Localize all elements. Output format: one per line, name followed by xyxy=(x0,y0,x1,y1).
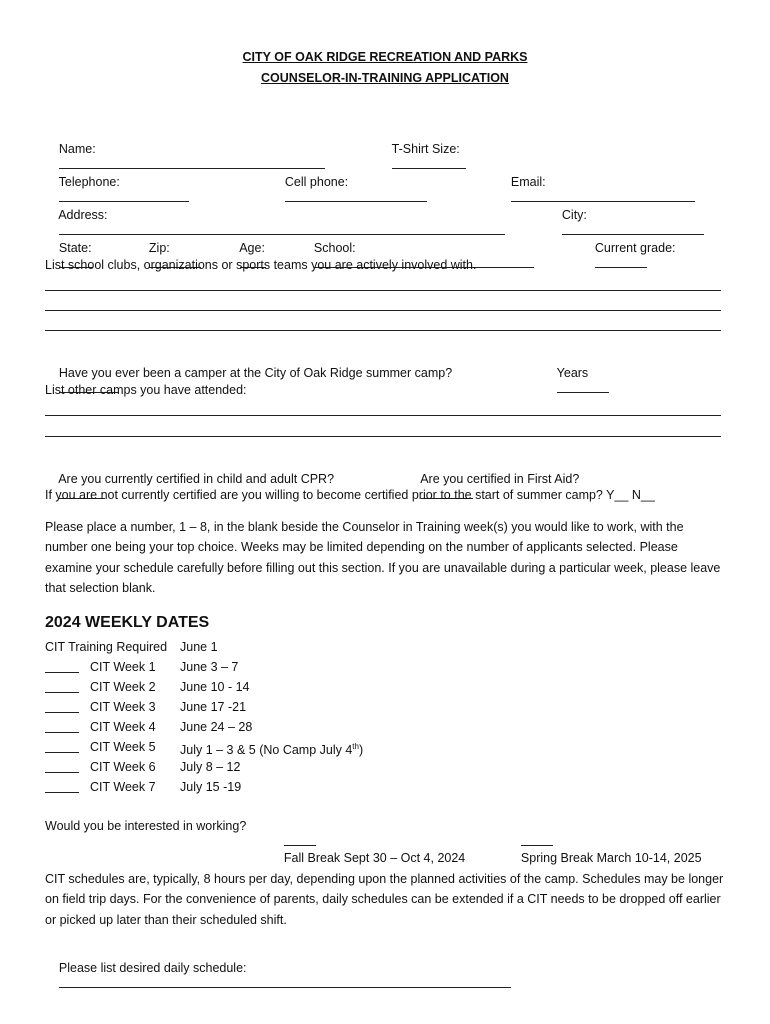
spring-break-label: Spring Break March 10-14, 2025 xyxy=(520,851,702,865)
schedule-note: CIT schedules are, typically, 8 hours per day, depending upon the planned activities of the camp. Schedules may be longer on field trip days. For the convenience of parents, daily schedules can be extended if a CIT needs to be dropped off earlier or picked up later than their scheduled shift. xyxy=(45,872,724,927)
week-6-rank-input[interactable] xyxy=(45,772,79,773)
week-7-label: CIT Week 7 xyxy=(90,780,156,794)
week-1-date: June 3 – 7 xyxy=(180,660,239,674)
week-3-date: June 17 -21 xyxy=(180,700,247,714)
week-2-label: CIT Week 2 xyxy=(90,680,156,694)
zip-label: Zip: xyxy=(148,241,170,255)
week-5-label: CIT Week 5 xyxy=(90,740,156,754)
form-title: COUNSELOR-IN-TRAINING APPLICATION xyxy=(261,71,509,85)
clubs-line-2[interactable] xyxy=(45,310,721,311)
spring-break-input[interactable] xyxy=(521,834,553,846)
week-instructions: Please place a number, 1 – 8, in the blank beside the Counselor in Training week(s) you would like to work, with the number one being your top choice. Weeks may be limited depending on the number of applicants selected. Please examine your schedule carefully before filling out this section. If you are unavailable during a particular week, please leave that selection blank. xyxy=(45,520,721,595)
age-field xyxy=(226,224,266,288)
cell-label: Cell phone: xyxy=(284,175,349,189)
name-label: Name: xyxy=(58,142,96,156)
cpr-question-label: Are you currently certified in child and adult CPR? xyxy=(58,472,335,486)
school-field xyxy=(300,224,534,288)
other-camps-line-2[interactable] xyxy=(45,436,721,437)
camper-question xyxy=(45,349,452,413)
week-5-date-sup: th xyxy=(352,742,359,751)
week-3-label: CIT Week 3 xyxy=(90,700,156,714)
other-camps-line-1[interactable] xyxy=(45,415,721,416)
daily-schedule-field xyxy=(45,944,511,1008)
years-label: Years xyxy=(556,366,589,380)
week-4-date: June 24 – 28 xyxy=(180,720,253,734)
form-title-org: CITY OF OAK RIDGE RECREATION AND PARKS xyxy=(242,50,528,64)
other-camps-prompt: List other camps you have attended: xyxy=(45,383,247,397)
weekly-dates-heading: 2024 WEEKLY DATES xyxy=(45,614,210,631)
week-7-date: July 15 -19 xyxy=(180,780,242,794)
interest-question: Would you be interested in working? xyxy=(45,819,247,833)
tshirt-label: T-Shirt Size: xyxy=(391,142,460,156)
age-label: Age: xyxy=(239,241,265,255)
training-date: June 1 xyxy=(180,640,218,654)
daily-schedule-input[interactable] xyxy=(59,976,511,988)
week-3-rank-input[interactable] xyxy=(45,712,79,713)
week-1-label: CIT Week 1 xyxy=(90,660,156,674)
grade-input[interactable] xyxy=(595,256,647,268)
week-7-rank-input[interactable] xyxy=(45,792,79,793)
city-label: City: xyxy=(561,208,587,222)
email-label: Email: xyxy=(510,175,546,189)
certification-willing-question[interactable]: If you are not currently certified are you willing to become certified prior to the start of summer camp? Y__ N__ xyxy=(45,488,655,502)
week-6-date: July 8 – 12 xyxy=(180,760,241,774)
week-5-rank-input[interactable] xyxy=(45,752,79,753)
fall-break-label: Fall Break Sept 30 – Oct 4, 2024 xyxy=(283,851,466,865)
address-label: Address: xyxy=(58,208,108,222)
first-aid-question-label: Are you certified in First Aid? xyxy=(420,472,580,486)
clubs-line-3[interactable] xyxy=(45,330,721,331)
state-field xyxy=(45,224,93,288)
clubs-prompt: List school clubs, organizations or sports teams you are actively involved with. xyxy=(45,258,477,272)
daily-schedule-label: Please list desired daily schedule: xyxy=(58,961,247,975)
week-5-date-text: July 1 – 3 & 5 (No Camp July 4 xyxy=(180,743,353,758)
telephone-label: Telephone: xyxy=(58,175,120,189)
training-label: CIT Training Required xyxy=(45,640,168,654)
camper-question-label: Have you ever been a camper at the City of Oak Ridge summer camp? xyxy=(58,366,453,380)
grade-field xyxy=(581,224,676,288)
school-label: School: xyxy=(313,241,356,255)
state-label: State: xyxy=(58,241,92,255)
week-4-rank-input[interactable] xyxy=(45,732,79,733)
week-2-date: June 10 - 14 xyxy=(180,680,250,694)
week-5-date-after: ) xyxy=(358,743,364,758)
zip-field xyxy=(135,224,201,288)
years-input[interactable] xyxy=(557,381,609,393)
fall-break-input[interactable] xyxy=(284,834,316,846)
week-1-rank-input[interactable] xyxy=(45,672,79,673)
week-6-label: CIT Week 6 xyxy=(90,760,156,774)
clubs-line-1[interactable] xyxy=(45,290,721,291)
years-field xyxy=(543,349,609,413)
week-2-rank-input[interactable] xyxy=(45,692,79,693)
week-5-date xyxy=(180,739,363,758)
week-4-label: CIT Week 4 xyxy=(90,720,156,734)
grade-label: Current grade: xyxy=(594,241,676,255)
